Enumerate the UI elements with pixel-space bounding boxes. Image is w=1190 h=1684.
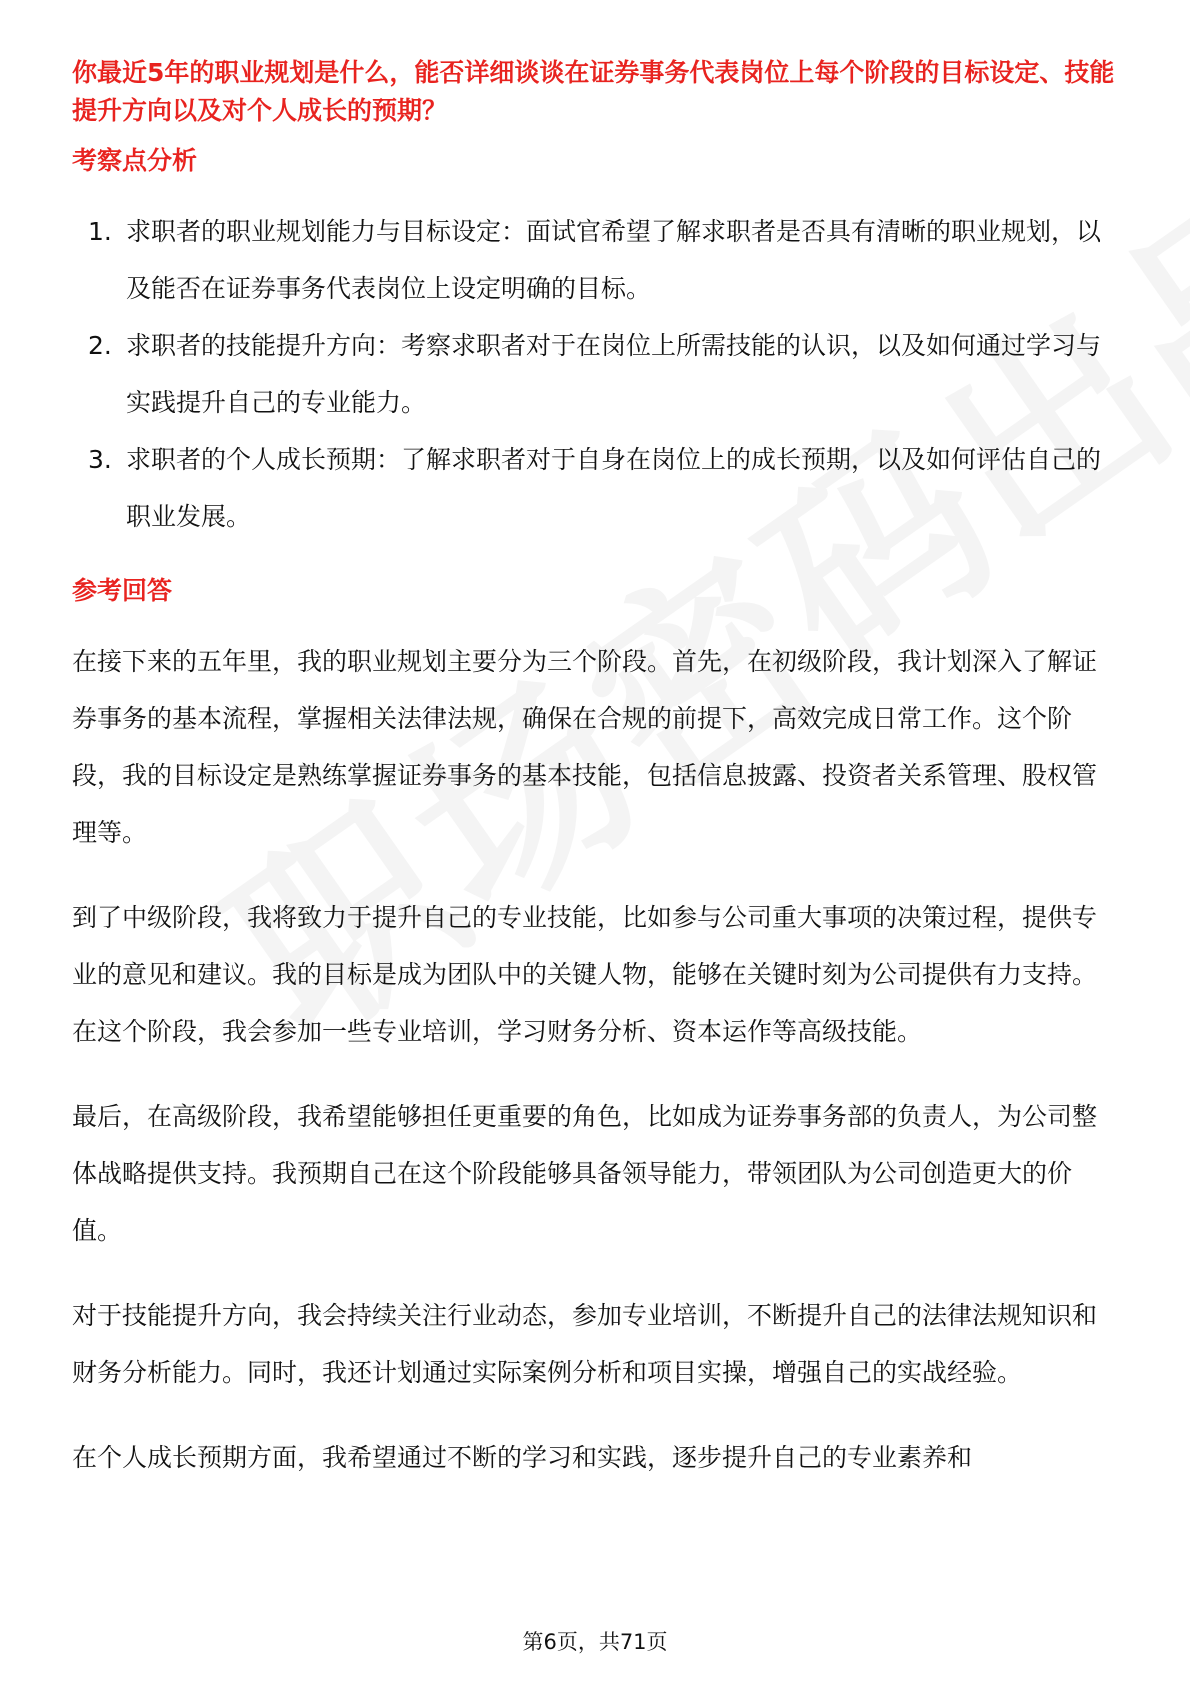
analysis-points-list: [72, 203, 1118, 545]
answer-paragraph: 在接下来的五年里，我的职业规划主要分为三个阶段。首先，在初级阶段，我计划深入了解证券事务的基本流程，掌握相关法律法规，确保在合规的前提下，高效完成日常工作。这个阶段，我的目标设定是熟练掌握证券事务的基本技能，包括信息披露、投资者关系管理、股权管理等。: [72, 647, 1098, 847]
answer-paragraph: 到了中级阶段，我将致力于提升自己的专业技能，比如参与公司重大事项的决策过程，提供专业的意见和建议。我的目标是成为团队中的关键人物，能够在关键时刻为公司提供有力支持。在这个阶段，我会参加一些专业培训，学习财务分析、资本运作等高级技能。: [72, 903, 1098, 1046]
answer-paragraph: 对于技能提升方向，我会持续关注行业动态，参加专业培训，不断提升自己的法律法规知识和财务分析能力。同时，我还计划通过实际案例分析和项目实操，增强自己的实战经验。: [72, 1301, 1098, 1387]
answer-paragraph: 在个人成长预期方面，我希望通过不断的学习和实践，逐步提升自己的专业素养和: [72, 1443, 973, 1472]
point-text: 求职者的技能提升方向：考察求职者对于在岗位上所需技能的认识，以及如何通过学习与实践提升自己的专业能力。: [126, 331, 1102, 417]
analysis-point: [72, 431, 1118, 545]
analysis-point: [72, 317, 1118, 431]
answer-section-title: 参考回答: [72, 576, 173, 605]
point-text: 求职者的个人成长预期：了解求职者对于自身在岗位上的成长预期，以及如何评估自己的职业发展。: [126, 445, 1102, 531]
point-number: 3.: [88, 445, 112, 474]
point-number: 1.: [88, 217, 112, 246]
page-number-footer: 第6页，共71页: [522, 1630, 668, 1654]
point-number: 2.: [88, 331, 112, 360]
analysis-point: [72, 203, 1118, 317]
question-heading: 你最近5年的职业规划是什么，能否详细谈谈在证券事务代表岗位上每个阶段的目标设定、技能提升方向以及对个人成长的预期？: [72, 58, 1115, 125]
point-text: 求职者的职业规划能力与目标设定：面试官希望了解求职者是否具有清晰的职业规划，以及能否在证券事务代表岗位上设定明确的目标。: [126, 217, 1102, 303]
analysis-section-title: 考察点分析: [72, 146, 198, 175]
answer-paragraph: 最后，在高级阶段，我希望能够担任更重要的角色，比如成为证券事务部的负责人，为公司整体战略提供支持。我预期自己在这个阶段能够具备领导能力，带领团队为公司创造更大的价值。: [72, 1102, 1098, 1245]
page-content: [72, 54, 1118, 1486]
